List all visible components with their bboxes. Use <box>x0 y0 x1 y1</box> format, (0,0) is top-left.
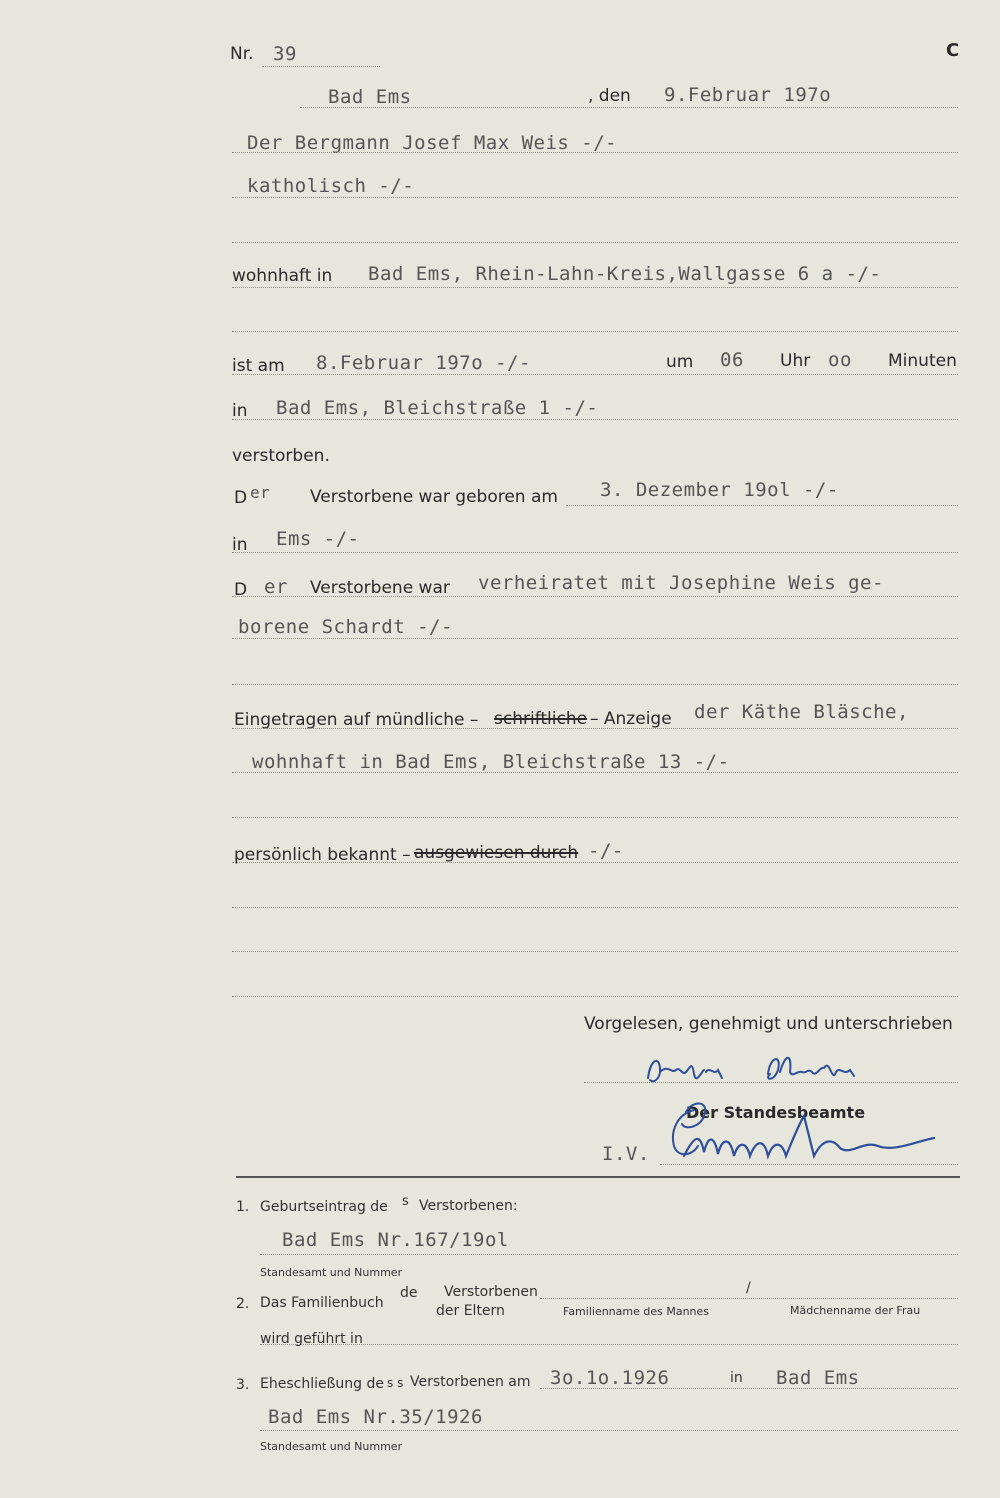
standesbeamte-label: Der Standesbeamte <box>686 1103 866 1122</box>
name-line <box>232 152 958 153</box>
marriage-place: Bad Ems <box>776 1367 860 1389</box>
deceased-name: Der Bergmann Josef Max Weis -/- <box>247 132 618 154</box>
minuten-label: Minuten <box>888 351 957 371</box>
death-date-line <box>232 374 958 375</box>
address-line <box>232 287 958 288</box>
birth-entry-value: Bad Ems Nr.167/19ol <box>282 1229 509 1251</box>
registry-date: 9.Februar 197o <box>664 84 832 106</box>
blank-line <box>232 684 958 685</box>
item1-label: Geburtseintrag de <box>260 1199 388 1215</box>
maedchenname-label: Mädchenname der Frau <box>790 1304 921 1317</box>
religion-line <box>232 197 958 198</box>
informant-signature <box>640 1044 920 1094</box>
death-date: 8.Februar 197o -/- <box>316 352 531 374</box>
item2-slash: / <box>746 1280 751 1296</box>
item3-label: Eheschließung de <box>260 1376 384 1392</box>
birth-date-line <box>566 505 958 506</box>
death-hour: 06 <box>720 349 744 371</box>
blank-line <box>232 817 958 818</box>
item3-in: in <box>730 1370 743 1386</box>
blank-line <box>232 242 958 243</box>
birth-date: 3. Dezember 19ol -/- <box>600 479 839 501</box>
iv-label: I.V. <box>602 1143 650 1165</box>
item2-wird: wird geführt in <box>260 1331 363 1347</box>
marital-status-cont: borene Schardt -/- <box>238 616 453 638</box>
registry-place: Bad Ems <box>328 86 412 108</box>
death-place: Bad Ems, Bleichstraße 1 -/- <box>276 397 599 419</box>
in-label: in <box>232 401 248 421</box>
informant-signature-line <box>584 1082 958 1083</box>
date-line <box>300 107 958 108</box>
birth-d-suffix: er <box>250 483 271 502</box>
anzeige-label: – Anzeige <box>590 709 672 729</box>
ist-am-label: ist am <box>232 356 285 376</box>
war-label: Verstorbene war <box>310 578 450 598</box>
blank-line <box>232 331 958 332</box>
marriage-d-label: D <box>234 580 248 600</box>
official-signature-line <box>660 1164 958 1165</box>
item1-line <box>260 1254 958 1255</box>
um-label: um <box>666 352 694 372</box>
standesamt-label-2: Standesamt und Nummer <box>260 1440 403 1453</box>
ausgewiesen-struck: ausgewiesen durch <box>414 843 579 863</box>
informant-name: der Käthe Bläsche, <box>694 701 909 723</box>
geboren-label: Verstorbene war geboren am <box>310 487 558 507</box>
standesamt-label: Standesamt und Nummer <box>260 1266 403 1279</box>
wohnhaft-label: wohnhaft in <box>232 266 333 286</box>
blank-line <box>232 951 958 952</box>
nr-label: Nr. <box>230 44 254 64</box>
blank-line <box>232 996 958 997</box>
item2-number: 2. <box>236 1296 250 1312</box>
item2-line <box>260 1344 958 1345</box>
verstorben-label: verstorben. <box>232 446 330 466</box>
item2-eltern: der Eltern <box>436 1303 505 1319</box>
item1-sup: s <box>402 1194 409 1209</box>
item1-number: 1. <box>236 1199 250 1215</box>
item3-line <box>540 1388 958 1389</box>
marriage-entry-value: Bad Ems Nr.35/1926 <box>268 1406 483 1428</box>
item2-de: de <box>400 1285 418 1301</box>
item3-sup: s s <box>387 1376 404 1390</box>
item2-label: Das Familienbuch <box>260 1295 384 1311</box>
informant-line <box>232 728 958 729</box>
den-label: , den <box>588 86 631 106</box>
birth-place-line <box>232 552 958 553</box>
item2-verstorbenen: Verstorbenen <box>444 1284 538 1300</box>
death-minutes: oo <box>828 349 852 371</box>
footer-divider <box>236 1176 960 1178</box>
marriage-date: 3o.1o.1926 <box>550 1367 670 1389</box>
form-letter: C <box>946 40 960 61</box>
death-place-line <box>232 419 958 420</box>
entry-number-line <box>262 66 380 67</box>
bekannt-line <box>232 862 958 863</box>
item3-value-line <box>260 1430 958 1431</box>
informant-address-line <box>232 772 958 773</box>
marriage-d-suffix: er <box>264 576 288 598</box>
item3-number: 3. <box>236 1377 250 1393</box>
birth-place: Ems -/- <box>276 528 360 550</box>
familienname-label: Familienname des Mannes <box>563 1305 710 1318</box>
bekannt-value: -/- <box>588 840 624 862</box>
deceased-religion: katholisch -/- <box>247 175 415 197</box>
birth-in-label: in <box>232 535 248 555</box>
marital-status: verheiratet mit Josephine Weis ge- <box>478 572 884 594</box>
blank-line <box>232 907 958 908</box>
marriage-line <box>232 596 958 597</box>
deceased-address: Bad Ems, Rhein-Lahn-Kreis,Wallgasse 6 a -/- <box>368 263 882 285</box>
birth-d-label: D <box>234 488 248 508</box>
schriftliche-struck: schriftliche <box>494 709 588 729</box>
informant-address: wohnhaft in Bad Ems, Bleichstraße 13 -/- <box>252 751 730 773</box>
bekannt-label: persönlich bekannt – <box>234 845 411 865</box>
item1-label-end: Verstorbenen: <box>419 1198 518 1214</box>
entry-number: 39 <box>273 43 297 65</box>
vorgelesen-label: Vorgelesen, genehmigt und unterschrieben <box>584 1014 953 1034</box>
marriage-line-2 <box>232 638 958 639</box>
item2-name-line <box>540 1298 958 1299</box>
uhr-label: Uhr <box>780 351 811 371</box>
item3-label-end: Verstorbenen am <box>410 1374 531 1390</box>
eingetragen-label: Eingetragen auf mündliche – <box>234 710 479 730</box>
